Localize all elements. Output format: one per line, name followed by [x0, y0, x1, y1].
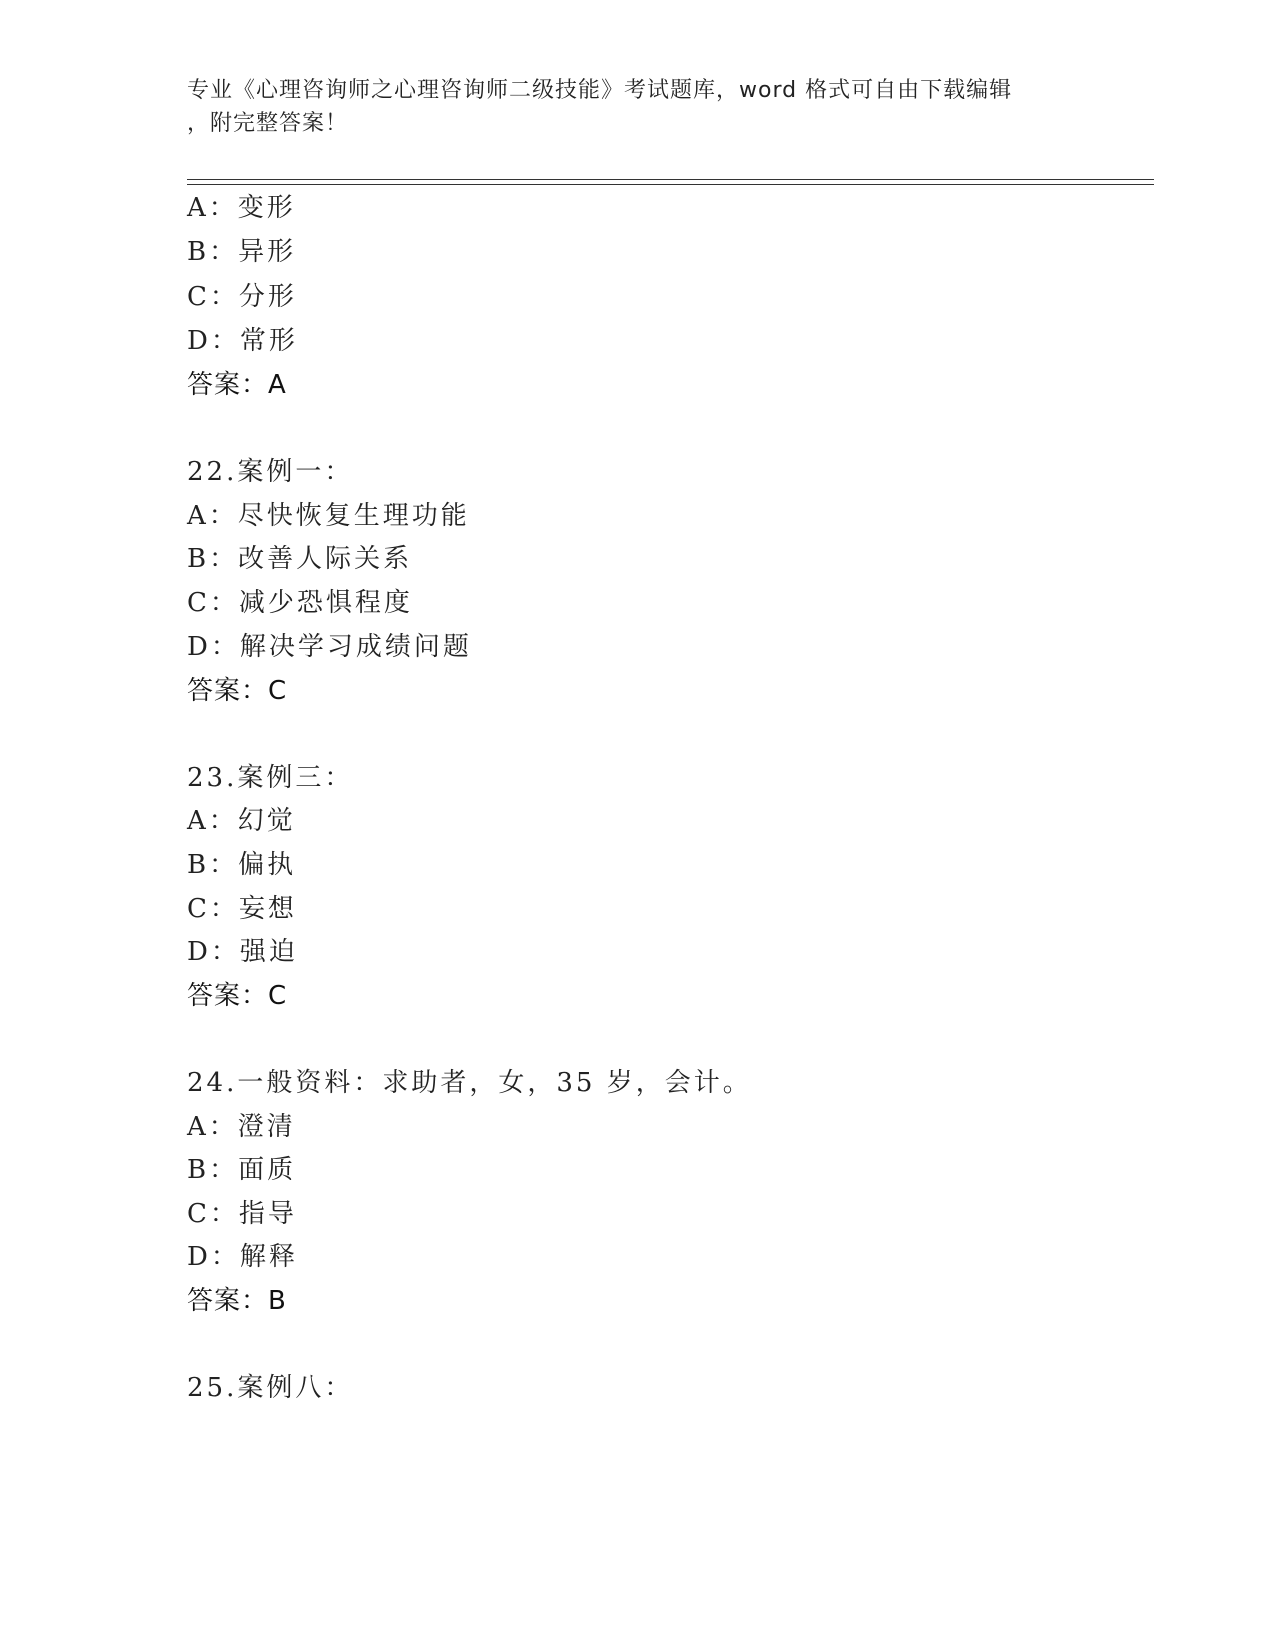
q22-option-d: D：解决学习成绩问题: [187, 632, 472, 662]
q23-option-d: D：强迫: [187, 937, 298, 967]
q21-answer: 答案：A: [187, 370, 287, 400]
q22-answer: 答案：C: [187, 676, 288, 706]
q22-option-b: B：改善人际关系: [187, 544, 413, 574]
header-divider-bottom: [187, 184, 1154, 185]
q24-option-d: D：解释: [187, 1242, 298, 1272]
q23-question: 23.案例三：: [187, 763, 354, 793]
q24-answer: 答案：B: [187, 1286, 287, 1316]
q23-answer: 答案：C: [187, 981, 288, 1011]
document-header: [187, 74, 1067, 140]
q21-option-c: C：分形: [187, 282, 297, 312]
q24-option-b: B：面质: [187, 1155, 297, 1185]
q22-option-a: A：尽快恢复生理功能: [187, 501, 470, 531]
q24-question: 24.一般资料：求助者，女，35 岁，会计。: [187, 1068, 752, 1098]
q25-question: 25.案例八：: [187, 1373, 354, 1403]
q22-question: 22.案例一：: [187, 457, 354, 487]
q22-option-c: C：减少恐惧程度: [187, 588, 413, 618]
header-line-1: 专业《心理咨询师之心理咨询师二级技能》考试题库，word 格式可自由下载编辑: [187, 78, 1013, 103]
q23-option-a: A：幻觉: [187, 806, 296, 836]
q21-option-b: B：异形: [187, 237, 297, 267]
q24-option-c: C：指导: [187, 1199, 297, 1229]
q21-option-a: A：变形: [187, 193, 296, 223]
header-line-2: ，附完整答案！: [187, 111, 349, 136]
header-divider-top: [187, 179, 1154, 180]
q23-option-b: B：偏执: [187, 850, 297, 880]
q21-option-d: D：常形: [187, 326, 298, 356]
q24-option-a: A：澄清: [187, 1112, 296, 1142]
q23-option-c: C：妄想: [187, 894, 297, 924]
